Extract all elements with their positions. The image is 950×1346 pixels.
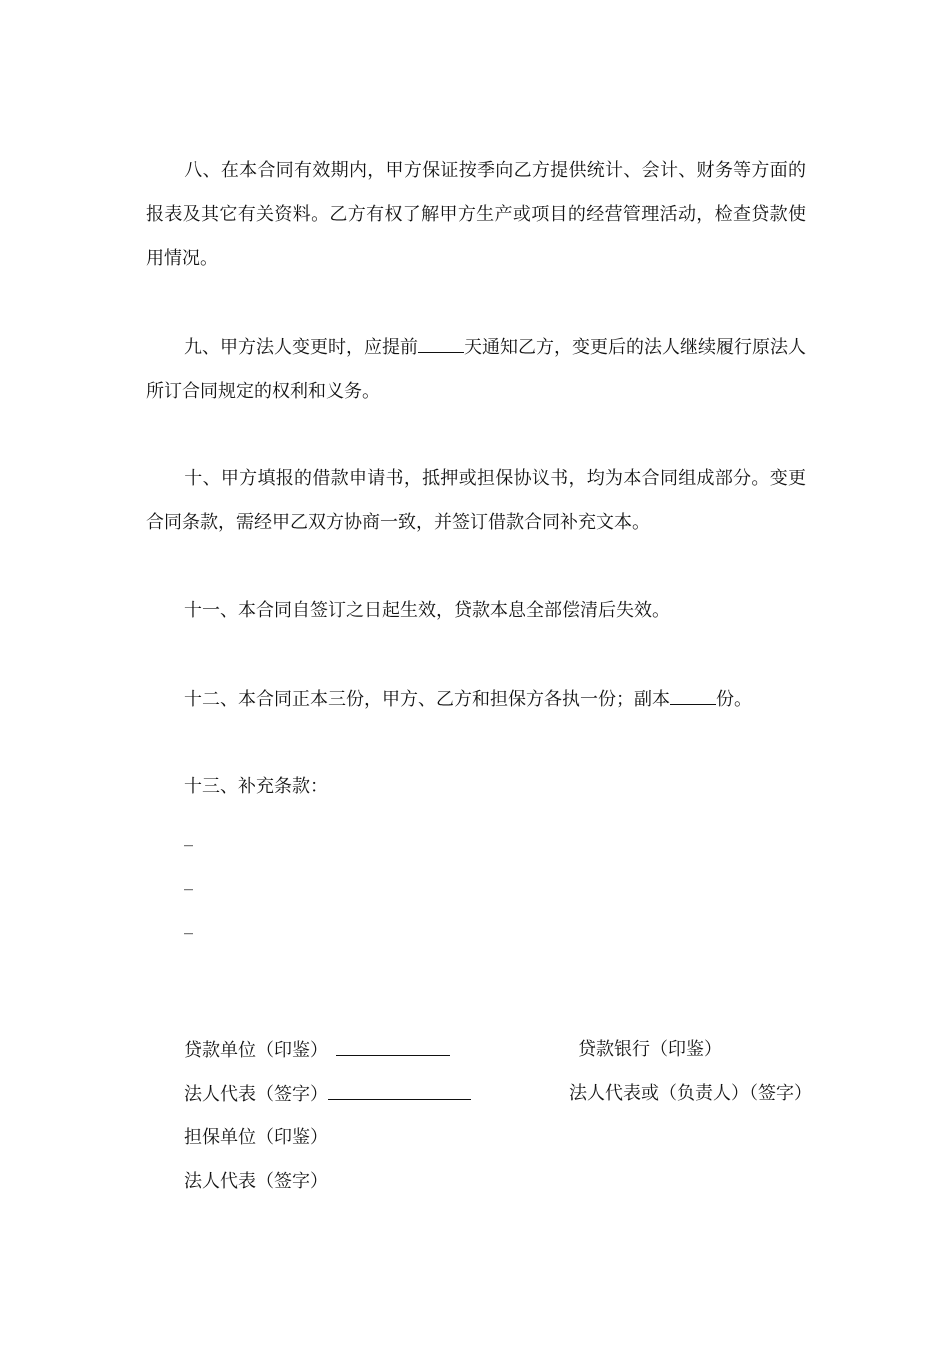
borrower-unit-blank[interactable] bbox=[336, 1037, 450, 1056]
legal-rep-blank[interactable] bbox=[328, 1081, 471, 1100]
legal-rep-label: 法人代表（签字） bbox=[184, 1084, 328, 1105]
clause-11 bbox=[184, 598, 670, 624]
legal-rep-or-head-label: 法人代表或（负责人）（签字） bbox=[569, 1083, 812, 1104]
supplementary-line-3[interactable]: _ bbox=[184, 914, 193, 935]
borrower-unit-label: 贷款单位（印鉴） bbox=[184, 1040, 328, 1061]
clause-10 bbox=[146, 457, 806, 545]
clause-9-text-before: 九、甲方法人变更时，应提前 bbox=[184, 337, 418, 358]
clause-9 bbox=[146, 326, 806, 414]
lending-bank-signature bbox=[578, 1037, 722, 1063]
legal-rep-or-head-signature bbox=[569, 1081, 812, 1107]
guarantor-unit-signature bbox=[184, 1125, 328, 1151]
clause-11-text: 十一、本合同自签订之日起生效，贷款本息全部偿清后失效。 bbox=[184, 600, 670, 621]
clause-12 bbox=[184, 686, 752, 713]
days-blank[interactable] bbox=[418, 334, 464, 353]
guarantor-legal-rep-label: 法人代表（签字） bbox=[184, 1171, 328, 1192]
clause-12-text-before: 十二、本合同正本三份，甲方、乙方和担保方各执一份；副本 bbox=[184, 689, 670, 710]
borrower-unit-signature bbox=[184, 1037, 450, 1064]
clause-8 bbox=[146, 149, 806, 281]
clause-13 bbox=[184, 774, 328, 800]
lending-bank-label: 贷款银行（印鉴） bbox=[578, 1039, 722, 1060]
guarantor-legal-rep-signature bbox=[184, 1169, 328, 1195]
guarantor-unit-label: 担保单位（印鉴） bbox=[184, 1127, 328, 1148]
clause-8-text: 八、在本合同有效期内，甲方保证按季向乙方提供统计、会计、财务等方面的报表及其它有关资料。乙方有权了解甲方生产或项目的经营管理活动，检查贷款使用情况。 bbox=[146, 160, 806, 269]
clause-13-text: 十三、补充条款： bbox=[184, 776, 328, 797]
supplementary-line-2[interactable]: _ bbox=[184, 870, 193, 891]
clause-10-text: 十、甲方填报的借款申请书，抵押或担保协议书，均为本合同组成部分。变更合同条款，需经甲乙双方协商一致，并签订借款合同补充文本。 bbox=[146, 468, 806, 533]
clause-12-text-after: 份。 bbox=[716, 689, 752, 710]
supplementary-line-1[interactable]: _ bbox=[184, 826, 193, 847]
clause-9-text-after: 天通知乙方，变更后的法人继续履行原法人所订合同规定的权利和义务。 bbox=[146, 337, 806, 402]
legal-rep-signature bbox=[184, 1081, 471, 1108]
copies-blank[interactable] bbox=[670, 686, 716, 705]
